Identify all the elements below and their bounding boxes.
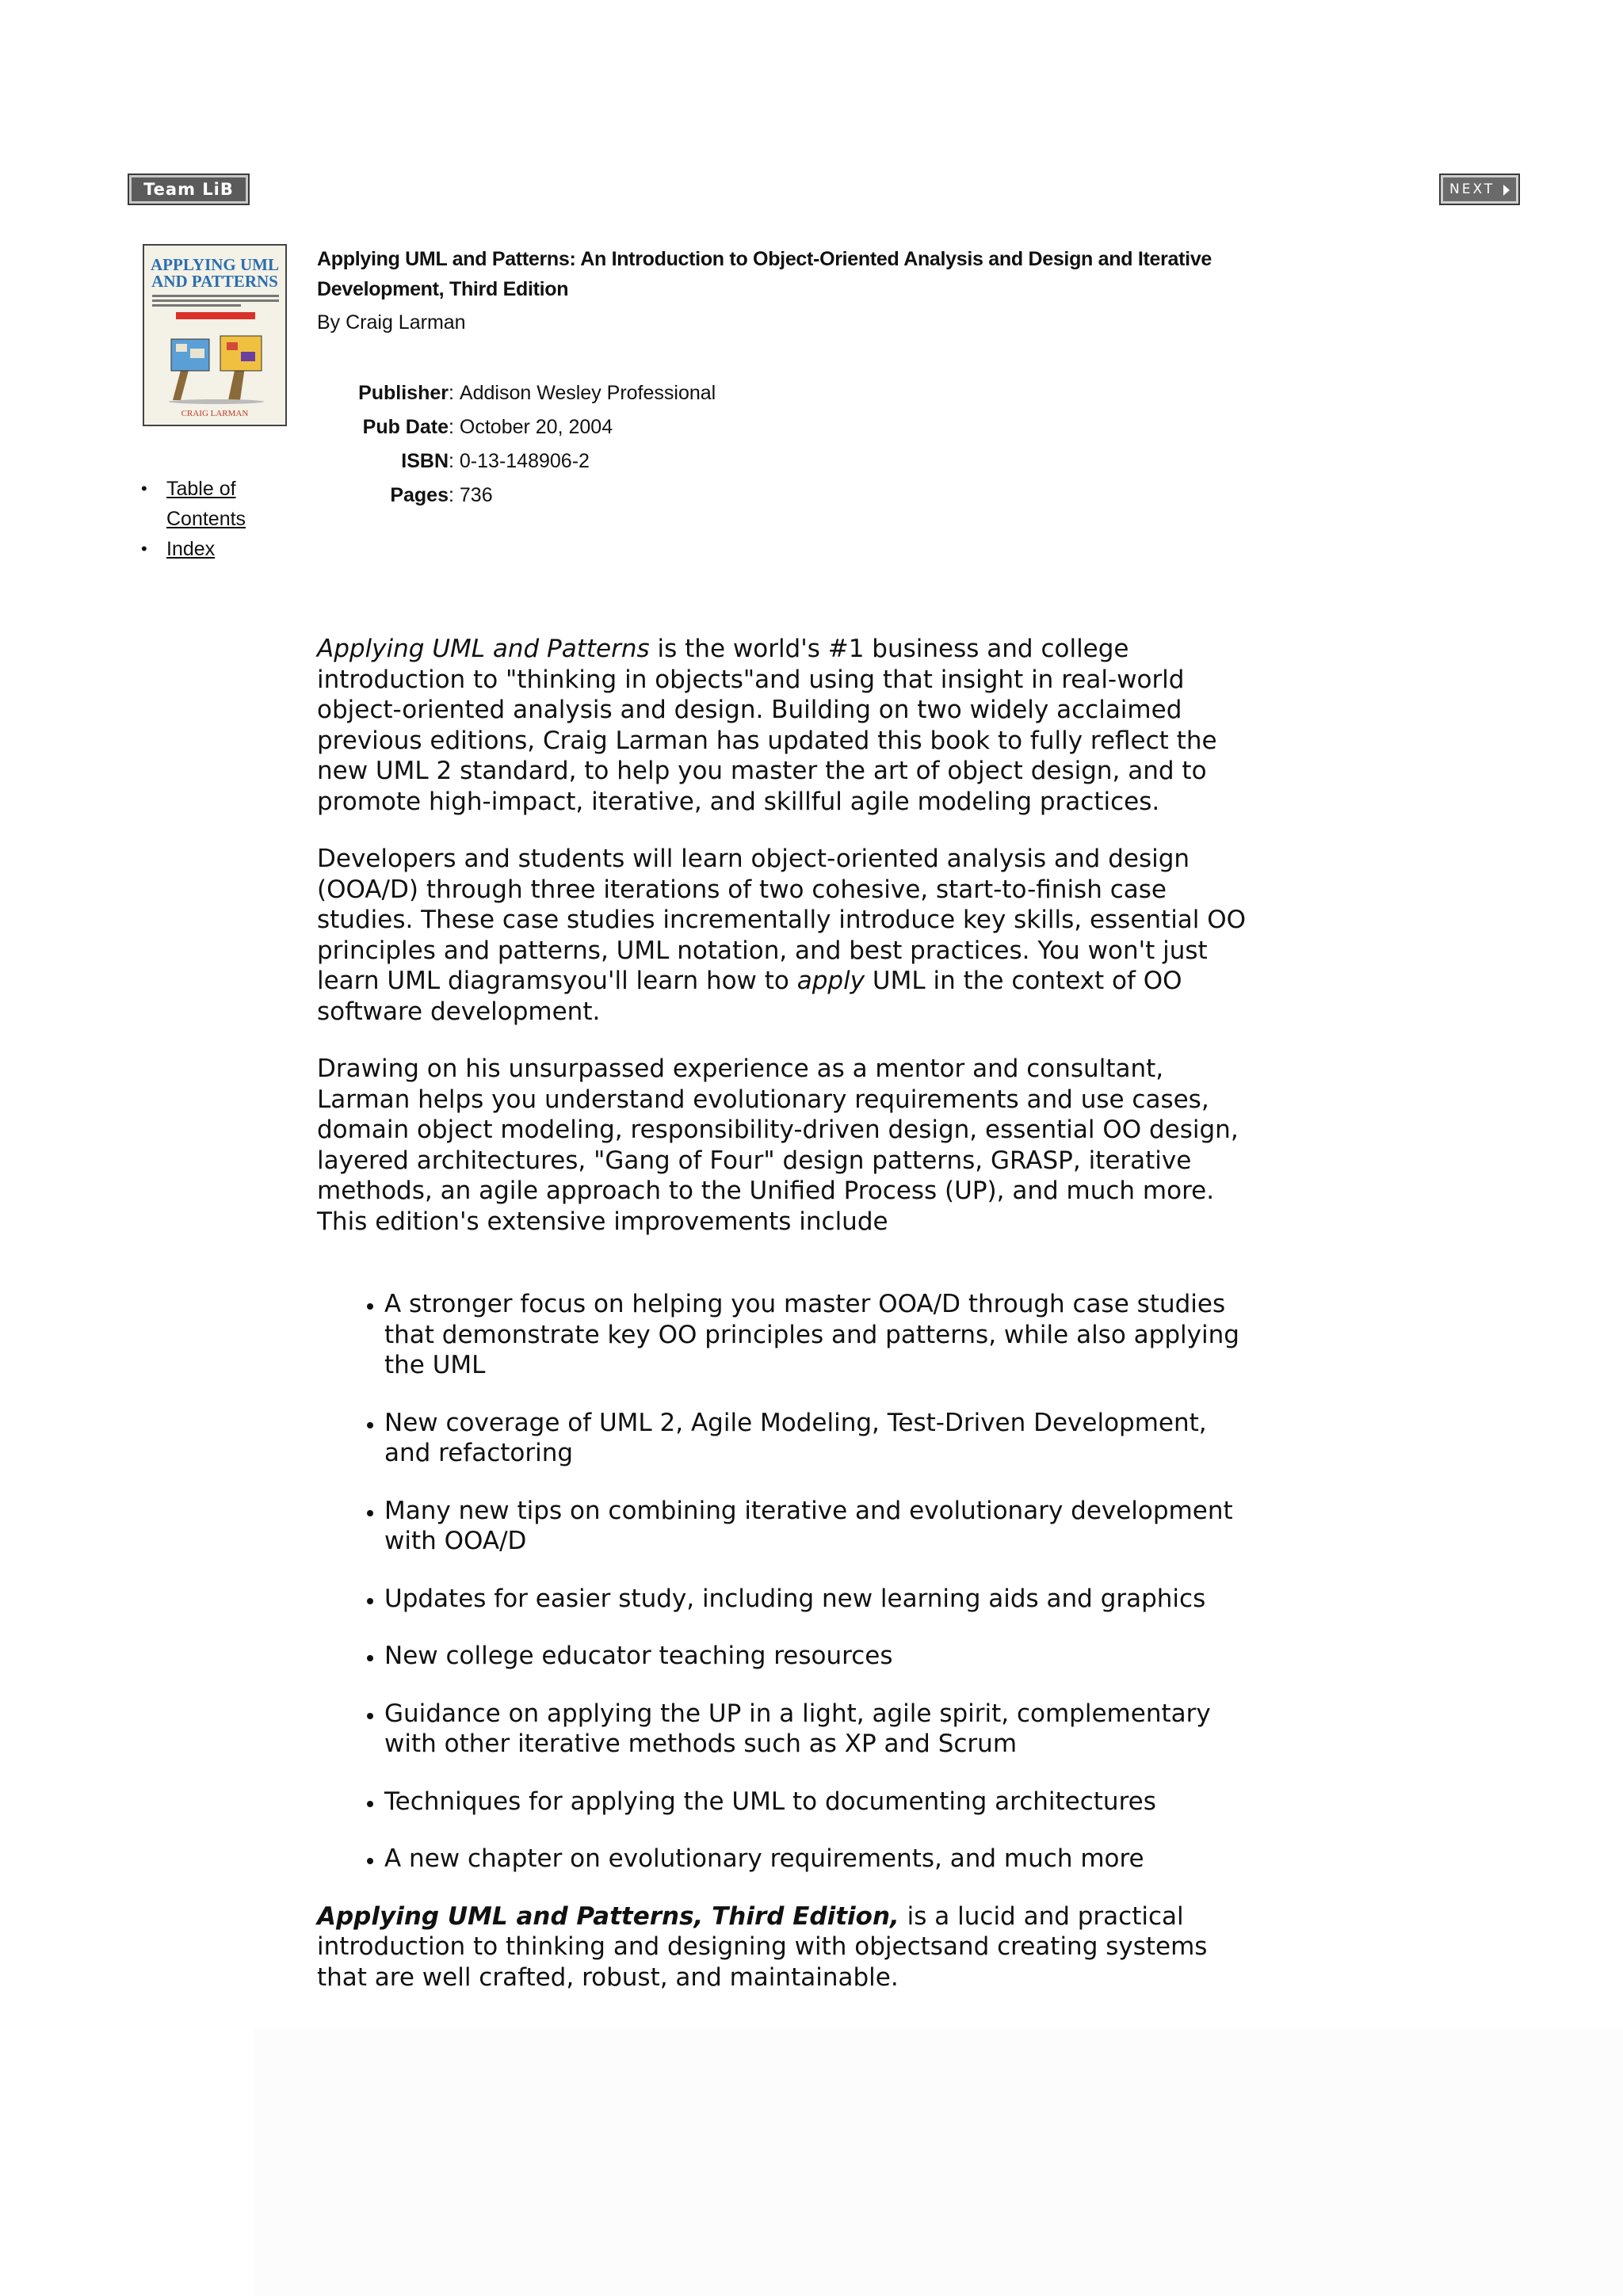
meta-isbn: ISBN : 0-13-148906-2: [401, 450, 590, 472]
list-item: • New college educator teaching resources: [384, 1641, 1260, 1672]
background-panel: [254, 2028, 1623, 2296]
book-cover-image: [143, 244, 287, 426]
description-paragraph-2: Developers and students will learn object-oriented analysis and design (OOA/D) through three iterations of two cohesive, start-to-finish case studies. These case studies incrementally introduce key skills, essential OO principles and patterns, UML notation, and best practices. You won't just learn UML diagramsyou'll learn how to apply UML in the context of OO software development.: [317, 845, 1247, 1026]
cover-title: APPLYING UML AND PATTERNS: [151, 255, 279, 291]
list-item: • New coverage of UML 2, Agile Modeling, Test-Driven Development, and refactoring: [384, 1408, 1260, 1469]
cover-subtitle-lines: [152, 295, 279, 307]
arrow-right-icon: [1503, 185, 1510, 196]
meta-pub-date: Pub Date : October 20, 2004: [362, 416, 613, 438]
description-paragraph-1: Applying UML and Patterns is the world's #1 business and college introduction to "thinking in objects"and using that insight in real-world object-oriented analysis and design. Building on two widely acclaimed previous editions, Craig Larman has updated this book to fully reflect the new UML 2 standard, to help you master the art of object design, and to promote high-impact, iterative, and skillful agile modeling practices.: [317, 635, 1217, 816]
improvements-list: [317, 1289, 1260, 1875]
book-metadata: [317, 376, 792, 513]
cover-illustration: [165, 325, 268, 404]
meta-publisher: Publisher : Addison Wesley Professional: [358, 382, 716, 404]
book-description: [317, 634, 1260, 2019]
sidebar-item-table-of-contents: [141, 474, 260, 534]
sidebar-item-index: [141, 534, 260, 564]
meta-pages: Pages : 736: [390, 484, 493, 506]
next-label: NEXT: [1449, 181, 1495, 197]
bullet-icon: •: [141, 539, 147, 559]
next-button[interactable]: [1441, 175, 1518, 204]
list-item: • A new chapter on evolutionary requirements, and much more: [384, 1844, 1260, 1875]
list-item: • Guidance on applying the UP in a light, agile spirit, complementary with other iterative methods such as XP and Scrum: [384, 1699, 1260, 1760]
sidebar-links: [141, 474, 260, 564]
cover-edition-band: [176, 312, 255, 319]
closing-paragraph: Applying UML and Patterns, Third Edition, is a lucid and practical introduction to thinking and designing with objectsand creating systems that are well crafted, robust, and maintainable.: [317, 1901, 1208, 1992]
list-item: • Updates for easier study, including new learning aids and graphics: [384, 1584, 1260, 1615]
cover-author: CRAIG LARMAN: [181, 409, 249, 418]
list-item: • Many new tips on combining iterative and evolutionary development with OOA/D: [384, 1496, 1260, 1557]
team-lib-logo: Team LiB: [129, 175, 248, 204]
table-of-contents-link[interactable]: Table of Contents: [166, 478, 246, 530]
description-paragraph-3: Drawing on his unsurpassed experience as a mentor and consultant, Larman helps you understand evolutionary requirements and use cases, domain object modeling, responsibility-driven design, essential OO design, layered architectures, "Gang of Four" design patterns, GRASP, iterative methods, an agile approach to the Unified Process (UP), and much more. This edition's extensive improvements include: [317, 1055, 1239, 1236]
book-byline: By Craig Larman: [317, 311, 466, 334]
list-item: • A stronger focus on helping you master OOA/D through case studies that demonstrate key OO principles and patterns, while also applying the UML: [384, 1289, 1260, 1381]
list-item: • Techniques for applying the UML to documenting architectures: [384, 1787, 1260, 1817]
book-title: Applying UML and Patterns: An Introduction to Object-Oriented Analysis and Design and Iterative Development, Third Edition: [317, 248, 1212, 300]
bullet-icon: •: [141, 479, 147, 498]
index-link[interactable]: Index: [166, 538, 216, 560]
